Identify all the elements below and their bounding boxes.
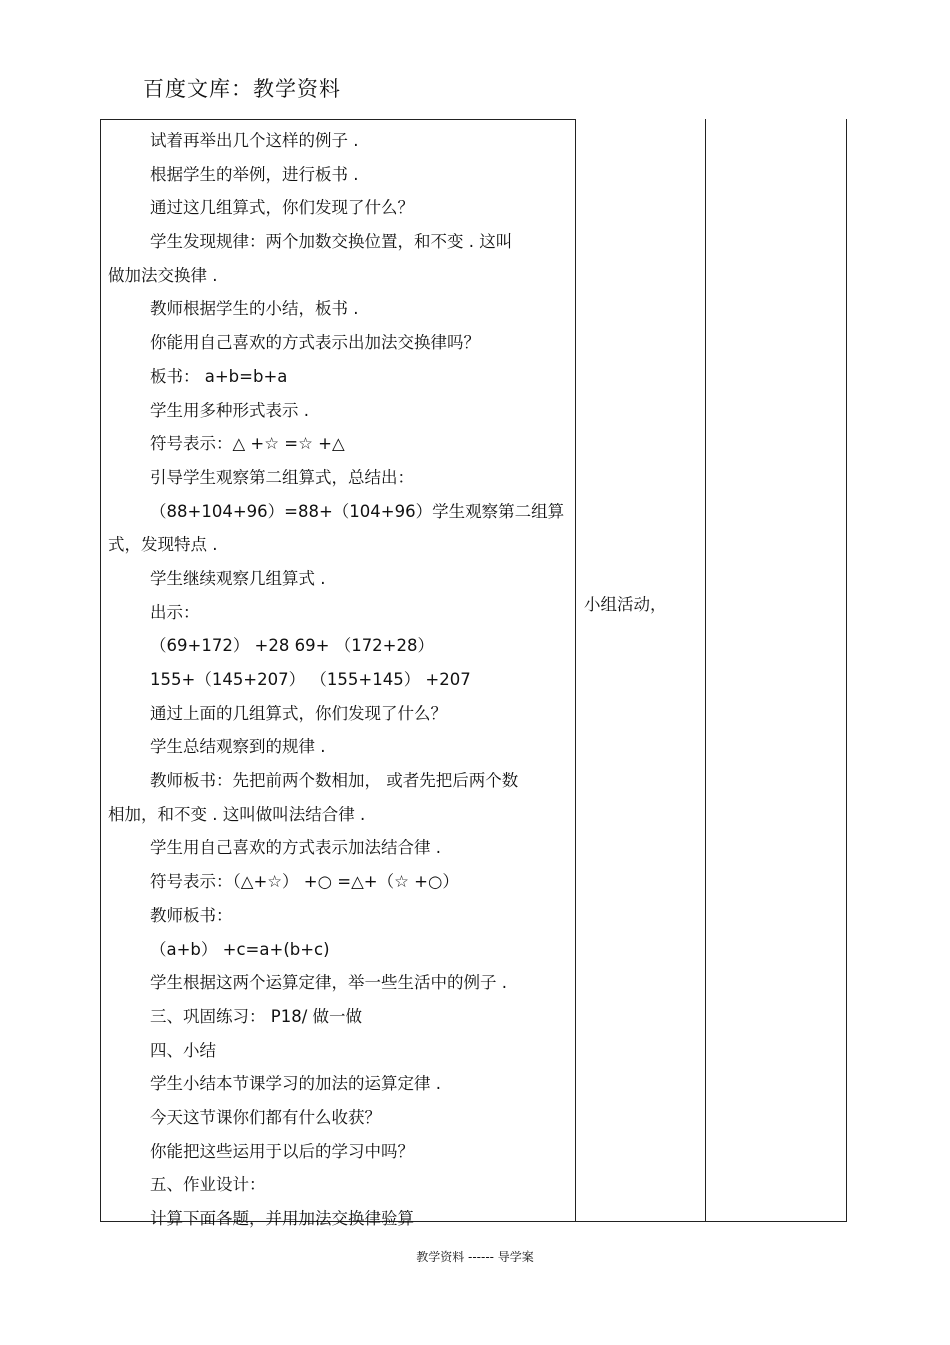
content-line: 引导学生观察第二组算式，总结出： <box>150 467 414 487</box>
content-line: 学生根据这两个运算定律，举一些生活中的例子 . <box>150 973 507 993</box>
content-line: 学生继续观察几组算式 . <box>150 568 326 588</box>
content-line: 今天这节课你们都有什么收获？ <box>150 1107 381 1127</box>
content-line: 出示： <box>150 602 200 622</box>
content-line: 四、小结 <box>150 1040 216 1060</box>
table-border-left <box>100 119 101 1222</box>
content-line: 板书： a+b=b+a <box>150 366 288 386</box>
content-line: 学生小结本节课学习的加法的运算定律 . <box>150 1074 441 1094</box>
table-border-top <box>100 119 576 120</box>
content-line: （69+172） +28 69+ （172+28） <box>150 636 435 656</box>
content-line: 学生用多种形式表示 . <box>150 400 309 420</box>
content-line: 学生总结观察到的规律 . <box>150 737 326 757</box>
content-line: 通过这几组算式，你们发现了什么？ <box>150 198 414 218</box>
content-line: 式，发现特点 . <box>108 535 218 555</box>
content-line: 根据学生的举例，进行板书 . <box>150 164 359 184</box>
lesson-content-cell <box>108 124 570 1236</box>
content-line: 你能用自己喜欢的方式表示出加法交换律吗？ <box>150 333 480 353</box>
content-line: 试着再举出几个这样的例子 . <box>150 131 359 150</box>
content-line: （88+104+96）=88+（104+96）学生观察第二组算 <box>150 501 565 521</box>
content-line: 三、巩固练习： P18/ 做一做 <box>150 1006 362 1026</box>
content-line: 教师板书： <box>150 905 233 925</box>
content-line: 计算下面各题，并用加法交换律验算 <box>150 1209 414 1228</box>
content-line: 学生发现规律：两个加数交换位置，和不变 . 这叫 <box>150 232 513 252</box>
table-border-right <box>846 119 847 1222</box>
content-line: （a+b） +c=a+(b+c) <box>150 939 330 959</box>
page-footer: 教学资料 ------ 导学案 <box>416 1250 534 1264</box>
lesson-table <box>100 119 847 1228</box>
column-divider-2 <box>705 119 706 1222</box>
content-line: 相加，和不变 . 这叫做叫法结合律 . <box>108 804 366 824</box>
content-line: 教师板书：先把前两个数相加， 或者先把后两个数 <box>150 771 519 791</box>
content-line: 五、作业设计： <box>150 1175 266 1195</box>
content-line: 你能把这些运用于以后的学习中吗？ <box>150 1141 414 1161</box>
page-header-title: 百度文库：教学资料 <box>143 77 341 101</box>
content-line: 学生用自己喜欢的方式表示加法结合律 . <box>150 838 441 858</box>
activity-note: 小组活动， <box>584 595 667 614</box>
content-line: 教师根据学生的小结，板书 . <box>150 299 359 319</box>
content-line: 做加法交换律 . <box>108 265 218 285</box>
content-line: 155+（145+207） （155+145） +207 <box>150 670 471 689</box>
column-divider-1 <box>575 119 576 1222</box>
content-line: 通过上面的几组算式，你们发现了什么？ <box>150 703 447 723</box>
content-line: 符号表示：（△+☆） +○ =△+（☆ +○） <box>150 872 459 892</box>
content-line: 符号表示：△ +☆ =☆ +△ <box>150 434 345 454</box>
